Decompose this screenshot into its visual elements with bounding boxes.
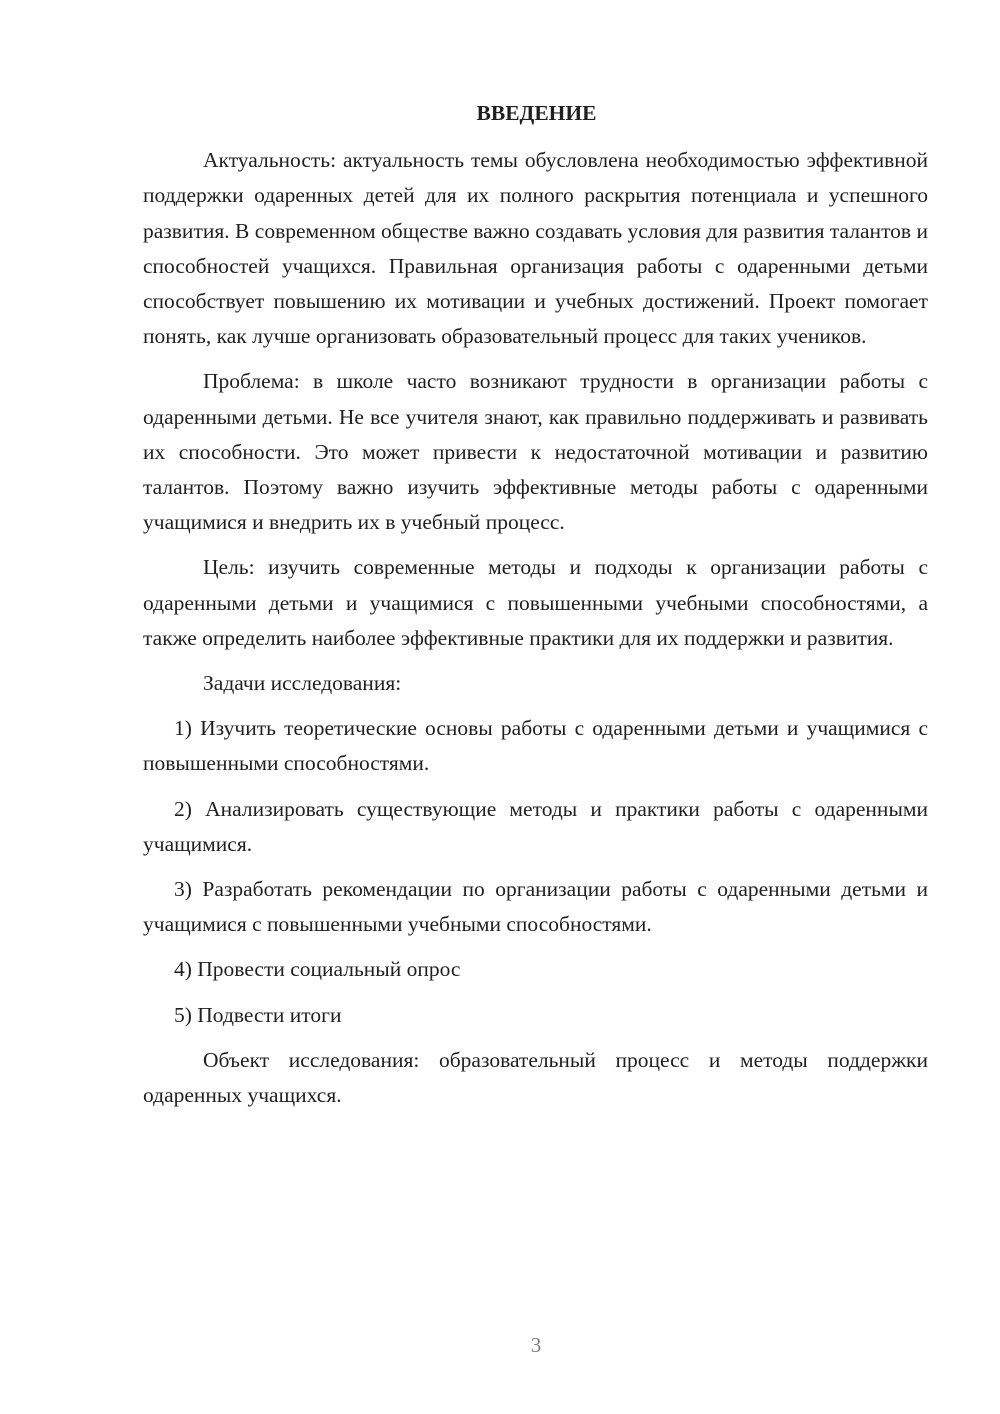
- page-number: 3: [530, 1333, 542, 1357]
- document-page: [143, 96, 928, 1123]
- goal-paragraph: Цель: изучить современные методы и подходы к организации работы с одаренными детьми и учащимися с повышенными учебными способностями, а также определить наиболее эффективные практики для их поддержки и развития.: [143, 555, 928, 650]
- task-item-3: 3) Разработать рекомендации по организации работы с одаренными детьми и учащимися с повышенными учебными способностями.: [143, 877, 928, 937]
- tasks-heading: Задачи исследования:: [203, 671, 402, 696]
- task-item-1: 1) Изучить теоретические основы работы с одаренными детьми и учащимися с повышенными способностями.: [143, 716, 928, 776]
- task-item-5: 5) Подвести итоги: [174, 1002, 342, 1027]
- task-item-4: 4) Провести социальный опрос: [174, 957, 461, 982]
- page-title: ВВЕДЕНИЕ: [476, 101, 597, 125]
- object-paragraph: Объект исследования: образовательный процесс и методы поддержки одаренных учащихся.: [143, 1047, 928, 1108]
- problem-paragraph: Проблема: в школе часто возникают трудности в организации работы с одаренными детьми. Не все учителя знают, как правильно поддерживать и развивать их способности. Это может привести к недостаточной мотивации и развитию талантов. Поэтому важно изучить эффективные методы работы с одаренными учащимися и внедрить их в учебный процесс.: [143, 369, 928, 535]
- relevance-paragraph: Актуальность: актуальность темы обусловлена необходимостью эффективной поддержки одаренных детей для их полного раскрытия потенциала и успешного развития. В современном обществе важно создавать условия для развития талантов и способностей учащихся. Правильная организация работы с одаренными детьми способствует повышению их мотивации и учебных достижений. Проект помогает понять, как лучше организовать образовательный процесс для таких учеников.: [143, 148, 928, 349]
- task-item-2: 2) Анализировать существующие методы и практики работы с одаренными учащимися.: [143, 796, 928, 856]
